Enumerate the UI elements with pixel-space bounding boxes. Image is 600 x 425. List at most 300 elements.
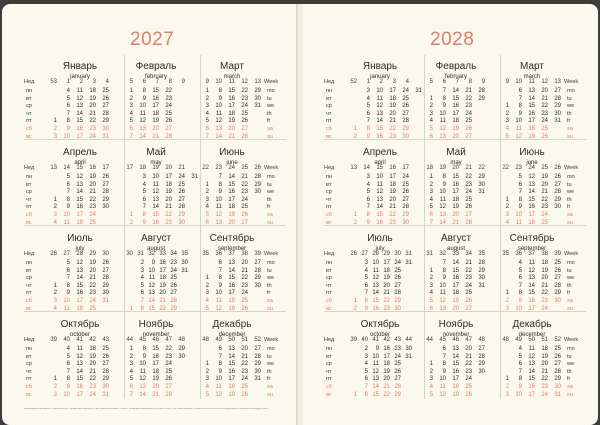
day-number: 20 — [541, 181, 548, 188]
day-number: 23 — [170, 260, 177, 266]
day-number: 7 — [364, 384, 368, 390]
day-number: 12 — [528, 353, 535, 360]
month-name-ru: Декабрь — [512, 319, 552, 330]
weekday-ru: сб — [326, 212, 333, 218]
day-number: 26 — [554, 174, 561, 180]
day-number: 22 — [165, 212, 172, 218]
day-number: 1 — [129, 346, 133, 352]
week-number: 30 — [126, 251, 133, 257]
disclaimer-text: Информация на данной странице носит справочный характер и актуальна на момент печати. Возможны изменения в соответствии с постановлениями Правительства Российской Федерации о переносе выходных дней. — [24, 408, 269, 410]
day-number: 2 — [353, 305, 357, 312]
week-number: 45 — [439, 337, 446, 343]
day-number: 15 — [152, 212, 159, 218]
day-number: 22 — [165, 88, 172, 94]
day-number: 4 — [366, 95, 370, 102]
day-number: 22 — [89, 282, 96, 289]
day-number: 15 — [228, 181, 235, 188]
day-number: 28 — [102, 110, 109, 117]
day-number: 31 — [415, 88, 422, 94]
week-number: 48 — [502, 337, 509, 343]
week-number: 6 — [142, 79, 146, 85]
day-number: 22 — [465, 174, 472, 180]
day-number: 17 — [76, 298, 83, 304]
day-number: 11 — [528, 346, 535, 352]
day-number: 29 — [402, 212, 409, 218]
day-number: 30 — [554, 110, 561, 117]
week-number: 49 — [515, 337, 522, 343]
day-number: 16 — [152, 353, 159, 360]
day-number: 7 — [140, 298, 144, 304]
day-number: 20 — [165, 196, 172, 203]
day-number: 10 — [215, 290, 222, 297]
week-number: 30 — [102, 251, 109, 257]
day-number: 24 — [178, 174, 185, 180]
day-number: 28 — [170, 298, 177, 304]
day-number: 15 — [376, 126, 383, 132]
day-number: 20 — [241, 346, 248, 352]
day-number: 21 — [541, 282, 548, 289]
week-number: 12 — [541, 79, 548, 85]
day-number: 18 — [383, 267, 390, 274]
day-number: 8 — [66, 282, 70, 289]
day-number: 31 — [254, 376, 261, 383]
day-number: 22 — [241, 275, 248, 282]
weekday-en: th — [267, 110, 272, 117]
day-number: 9 — [218, 282, 222, 289]
week-numbers — [46, 251, 114, 259]
weekday-ru: чт — [326, 196, 332, 203]
day-number: 5 — [429, 391, 433, 398]
day-number: 10 — [63, 298, 70, 304]
day-row — [198, 306, 266, 314]
day-number: 10 — [215, 103, 222, 110]
day-number: 17 — [528, 305, 535, 312]
week-numbers — [122, 79, 190, 87]
day-number: 31 — [102, 298, 109, 304]
day-number: 6 — [518, 275, 522, 282]
day-number: 2 — [129, 219, 133, 226]
month-name-en: january — [70, 74, 90, 80]
day-number: 19 — [152, 376, 159, 383]
day-number: 25 — [241, 110, 248, 117]
weekday-en: th — [567, 282, 572, 289]
day-number: 17 — [383, 260, 390, 266]
weekday-en: th — [267, 368, 272, 375]
week-header-ru: Нед — [24, 165, 35, 171]
day-number: 22 — [541, 103, 548, 110]
day-number: 17 — [152, 361, 159, 368]
week-number: 2 — [379, 79, 383, 85]
day-number: 1 — [205, 275, 209, 282]
weekday-ru: пт — [26, 204, 32, 211]
day-number: 5 — [205, 118, 209, 125]
day-number: 19 — [228, 118, 235, 125]
weekday-ru: чт — [326, 110, 332, 117]
day-number: 14 — [228, 174, 235, 180]
day-number: 17 — [76, 391, 83, 398]
day-number: 30 — [102, 126, 109, 132]
weekday-ru: пн — [326, 346, 333, 352]
day-number: 13 — [376, 110, 383, 117]
week-number: 28 — [76, 251, 83, 257]
day-number: 19 — [541, 353, 548, 360]
day-number: 6 — [429, 305, 433, 312]
day-number: 10 — [376, 88, 383, 94]
week-number: 35 — [181, 251, 188, 257]
day-number: 17 — [228, 103, 235, 110]
day-number: 2 — [53, 290, 57, 297]
week-number: 49 — [215, 337, 222, 343]
week-number: 38 — [241, 251, 248, 257]
day-number: 12 — [76, 95, 83, 102]
day-number: 9 — [442, 368, 446, 375]
week-number: 19 — [439, 165, 446, 171]
week-number: 16 — [89, 165, 96, 171]
day-number: 31 — [478, 189, 485, 196]
day-number: 28 — [554, 368, 561, 375]
week-number: 18 — [139, 165, 146, 171]
day-number: 20 — [541, 88, 548, 94]
day-number: 27 — [465, 305, 472, 312]
weekday-en: we — [267, 275, 275, 282]
week-number: 23 — [215, 165, 222, 171]
day-number: 5 — [66, 174, 70, 180]
day-number: 23 — [89, 290, 96, 297]
month-name-ru: Сентябрь — [209, 233, 255, 244]
weekday-en: mo — [267, 174, 275, 180]
day-number: 24 — [465, 376, 472, 383]
day-number: 10 — [439, 282, 446, 289]
week-number: 39 — [254, 251, 261, 257]
month-name-en: september — [217, 246, 247, 252]
week-number: 52 — [554, 337, 561, 343]
day-number: 1 — [53, 376, 57, 383]
week-number: 16 — [389, 165, 396, 171]
day-number: 23 — [465, 103, 472, 110]
day-number: 16 — [452, 275, 459, 282]
day-number: 24 — [89, 391, 96, 398]
week-number: 17 — [102, 165, 109, 171]
day-number: 8 — [218, 361, 222, 368]
day-number: 5 — [66, 95, 70, 102]
week-number: 22 — [502, 165, 509, 171]
day-number: 14 — [528, 95, 535, 102]
day-number: 21 — [465, 353, 472, 360]
day-number: 22 — [541, 196, 548, 203]
month-name-ru: Апрель — [63, 147, 97, 158]
weekday-en: tu — [267, 267, 272, 274]
weekday-ru: вт — [326, 353, 332, 360]
day-number: 23 — [541, 110, 548, 117]
week-header-en: Week — [264, 79, 279, 85]
day-number: 25 — [102, 346, 109, 352]
week-number: 35 — [478, 251, 485, 257]
day-number: 20 — [383, 282, 390, 289]
day-number: 18 — [228, 298, 235, 304]
day-number: 8 — [364, 391, 368, 398]
weekday-en: tu — [567, 95, 572, 102]
day-number: 4 — [429, 384, 433, 390]
month-name-ru: Ноябрь — [438, 319, 474, 330]
weekday-en: th — [567, 368, 572, 375]
day-number: 12 — [139, 376, 146, 383]
day-number: 30 — [554, 384, 561, 390]
week-header-ru: Нед — [24, 251, 35, 257]
day-number: 11 — [515, 219, 522, 226]
week-number: 19 — [152, 165, 159, 171]
day-number: 29 — [178, 212, 185, 218]
weekday-ru: ср — [326, 275, 332, 282]
day-number: 8 — [218, 88, 222, 94]
day-number: 3 — [205, 103, 209, 110]
week-numbers — [198, 337, 266, 345]
day-number: 7 — [129, 133, 133, 140]
day-number: 28 — [178, 204, 185, 211]
day-number: 25 — [541, 126, 548, 132]
week-number: 42 — [383, 337, 390, 343]
weekday-en: sa — [567, 384, 573, 390]
day-number: 23 — [89, 126, 96, 132]
week-number: 37 — [228, 251, 235, 257]
day-number: 15 — [452, 267, 459, 274]
day-number: 13 — [215, 219, 222, 226]
weekday-en: mo — [267, 260, 275, 266]
day-number: 5 — [505, 133, 509, 140]
week-numbers — [422, 79, 490, 87]
day-number: 19 — [228, 212, 235, 218]
day-number: 26 — [241, 391, 248, 398]
day-number: 19 — [89, 95, 96, 102]
day-number: 19 — [89, 353, 96, 360]
weekday-ru: сб — [326, 298, 333, 304]
day-number: 7 — [218, 174, 222, 180]
day-number: 10 — [63, 133, 70, 140]
week-number: 27 — [63, 251, 70, 257]
day-number: 7 — [442, 260, 446, 266]
day-number: 31 — [191, 174, 198, 180]
day-number: 3 — [505, 391, 509, 398]
day-number: 29 — [554, 376, 561, 383]
day-row — [498, 220, 566, 228]
weekday-en: th — [567, 196, 572, 203]
week-number: 3 — [92, 79, 96, 85]
day-number: 6 — [129, 384, 133, 390]
month-name-en: august — [146, 246, 165, 252]
day-number: 13 — [152, 196, 159, 203]
day-number: 2 — [429, 103, 433, 110]
day-number: 17 — [76, 133, 83, 140]
weekday-ru: вт — [26, 181, 32, 188]
week-number: 26 — [554, 165, 561, 171]
day-number: 10 — [215, 376, 222, 383]
day-number: 12 — [215, 391, 222, 398]
day-number: 17 — [165, 174, 172, 180]
day-number: 3 — [505, 118, 509, 125]
day-number: 13 — [528, 361, 535, 368]
day-number: 4 — [505, 126, 509, 132]
day-number: 14 — [228, 267, 235, 274]
weekday-en: fr — [567, 290, 571, 297]
day-number: 12 — [372, 368, 379, 375]
week-number: 26 — [254, 165, 261, 171]
week-number: 21 — [178, 165, 185, 171]
day-number: 1 — [129, 88, 133, 94]
day-number: 5 — [518, 174, 522, 180]
week-number: 4 — [105, 79, 109, 85]
day-number: 28 — [254, 174, 261, 180]
weekday-ru: пт — [326, 118, 332, 125]
week-header-ru: Нед — [24, 337, 35, 343]
day-number: 23 — [389, 133, 396, 140]
day-number: 20 — [452, 305, 459, 312]
weekday-en: tu — [267, 181, 272, 188]
day-number: 24 — [165, 361, 172, 368]
day-number: 2 — [505, 384, 509, 390]
week-number: 13 — [254, 79, 261, 85]
day-number: 5 — [366, 189, 370, 196]
month-name-en: july — [375, 246, 385, 252]
day-number: 20 — [241, 260, 248, 266]
day-number: 11 — [148, 275, 155, 282]
day-number: 11 — [376, 181, 383, 188]
day-number: 22 — [89, 196, 96, 203]
day-number: 25 — [241, 384, 248, 390]
day-number: 5 — [129, 376, 133, 383]
day-number: 21 — [452, 219, 459, 226]
day-number: 24 — [541, 305, 548, 312]
day-number: 19 — [152, 118, 159, 125]
day-number: 9 — [364, 305, 368, 312]
day-number: 15 — [528, 290, 535, 297]
day-number: 25 — [165, 368, 172, 375]
weekday-ru: пт — [26, 290, 32, 297]
week-number: 50 — [228, 337, 235, 343]
day-number: 1 — [429, 267, 433, 274]
day-number: 16 — [228, 368, 235, 375]
day-number: 25 — [402, 181, 409, 188]
day-number: 4 — [505, 219, 509, 226]
week-number: 28 — [372, 251, 379, 257]
day-number: 2 — [129, 95, 133, 102]
week-numbers — [498, 165, 566, 173]
day-number: 6 — [66, 267, 70, 274]
day-number: 9 — [151, 260, 155, 266]
day-number: 9 — [442, 275, 446, 282]
weekday-en: sa — [267, 212, 273, 218]
day-number: 27 — [554, 181, 561, 188]
day-row — [46, 134, 114, 142]
week-number: 40 — [361, 337, 368, 343]
day-number: 15 — [528, 103, 535, 110]
day-number: 25 — [554, 346, 561, 352]
day-number: 30 — [405, 346, 412, 352]
day-number: 11 — [215, 384, 222, 390]
month-name-ru: Апрель — [363, 147, 397, 158]
day-number: 4 — [129, 110, 133, 117]
week-numbers — [346, 337, 414, 345]
week-numbers — [346, 165, 414, 173]
week-number: 15 — [76, 165, 83, 171]
weekday-en: su — [567, 305, 573, 312]
day-number: 26 — [541, 133, 548, 140]
day-number: 11 — [528, 260, 535, 266]
day-number: 4 — [205, 298, 209, 304]
week-number: 4 — [405, 79, 409, 85]
week-number: 35 — [202, 251, 209, 257]
day-number: 16 — [159, 260, 166, 266]
week-number: 52 — [254, 337, 261, 343]
weekday-ru: ср — [326, 103, 332, 110]
day-number: 28 — [102, 189, 109, 196]
day-number: 11 — [376, 95, 383, 102]
weekday-ru: пн — [326, 174, 333, 180]
day-number: 5 — [364, 368, 368, 375]
day-number: 17 — [528, 212, 535, 218]
day-number: 15 — [228, 361, 235, 368]
day-number: 12 — [148, 282, 155, 289]
day-number: 7 — [442, 353, 446, 360]
day-number: 27 — [178, 196, 185, 203]
day-number: 15 — [228, 88, 235, 94]
day-number: 7 — [366, 204, 370, 211]
day-number: 8 — [442, 174, 446, 180]
day-number: 18 — [452, 384, 459, 390]
month-name-en: may — [450, 160, 462, 166]
day-number: 17 — [228, 290, 235, 297]
day-number: 5 — [66, 353, 70, 360]
week-number: 32 — [439, 251, 446, 257]
day-number: 28 — [478, 353, 485, 360]
month-name-ru: Февраль — [435, 61, 477, 72]
day-number: 17 — [383, 353, 390, 360]
day-number: 6 — [140, 290, 144, 297]
day-number: 12 — [76, 174, 83, 180]
month-name-en: june — [526, 160, 538, 166]
day-number: 13 — [372, 376, 379, 383]
day-number: 15 — [148, 305, 155, 312]
weekday-ru: ср — [326, 361, 332, 368]
day-number: 29 — [402, 126, 409, 132]
day-number: 21 — [465, 260, 472, 266]
day-number: 6 — [142, 196, 146, 203]
day-number: 27 — [554, 88, 561, 94]
day-number: 18 — [165, 181, 172, 188]
day-number: 17 — [452, 376, 459, 383]
day-number: 6 — [442, 346, 446, 352]
day-number: 16 — [528, 110, 535, 117]
day-number: 24 — [465, 110, 472, 117]
day-number: 27 — [102, 361, 109, 368]
day-number: 17 — [452, 282, 459, 289]
week-number: 44 — [126, 337, 133, 343]
week-number: 48 — [178, 337, 185, 343]
day-number: 22 — [241, 88, 248, 94]
week-number: 13 — [554, 79, 561, 85]
day-number: 26 — [402, 103, 409, 110]
weekday-ru: сб — [26, 384, 33, 390]
day-number: 24 — [241, 290, 248, 297]
weekday-ru: сб — [26, 298, 33, 304]
day-number: 4 — [140, 275, 144, 282]
day-number: 17 — [528, 118, 535, 125]
day-number: 10 — [139, 361, 146, 368]
day-number: 19 — [452, 298, 459, 304]
week-number: 9 — [505, 79, 509, 85]
day-number: 22 — [159, 305, 166, 312]
day-number: 19 — [389, 189, 396, 196]
month-name-en: april — [374, 160, 386, 166]
day-number: 12 — [139, 118, 146, 125]
